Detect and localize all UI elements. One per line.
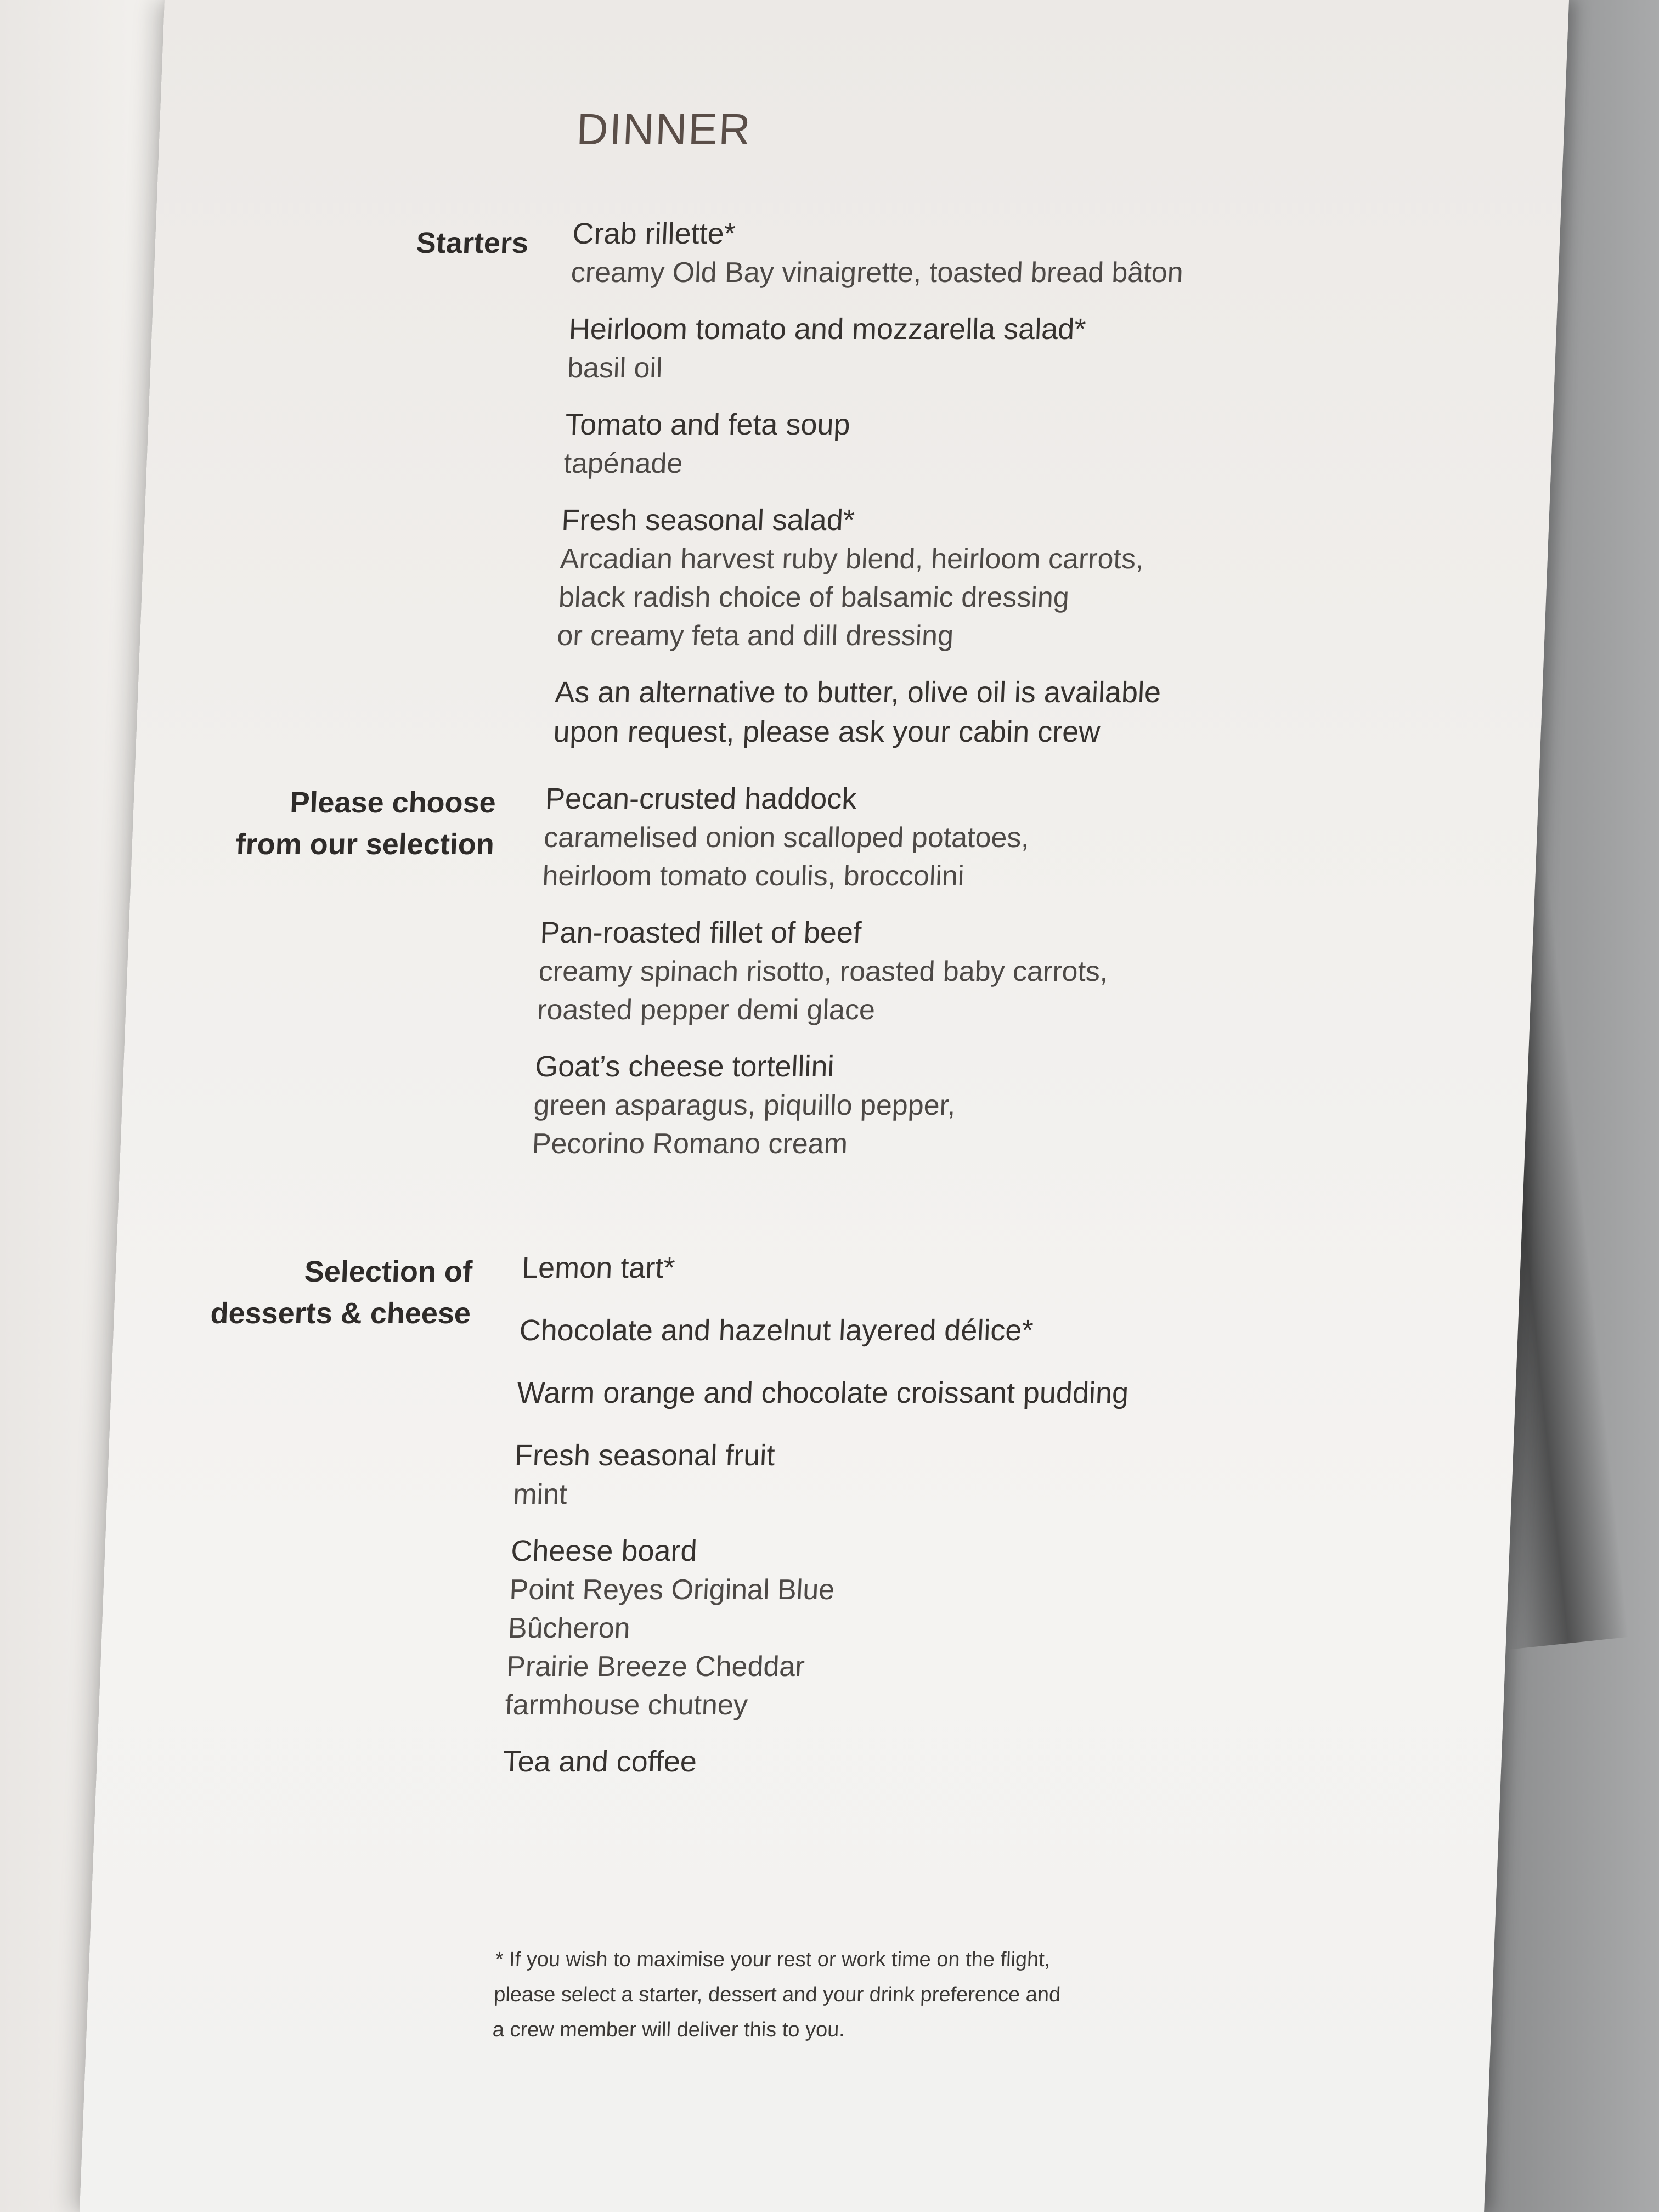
menu-item: Heirloom tomato and mozzarella salad* basil oil <box>567 313 1087 384</box>
menu-item: Tomato and feta soup tapénade <box>563 408 851 479</box>
menu-title: DINNER <box>575 105 753 154</box>
starters-list <box>552 214 1374 769</box>
menu-note: As an alternative to butter, olive oil is available upon request, please ask your cabin crew <box>552 676 1162 748</box>
menu-item: Chocolate and hazelnut layered délice* <box>518 1314 1034 1347</box>
menu-card <box>80 0 1569 2212</box>
section-label-desserts: Selection of desserts & cheese <box>210 1255 473 1330</box>
mains-list <box>531 779 1347 1181</box>
section-label-mains: Please choose from our selection <box>235 786 496 861</box>
menu-item: Pan-roasted fillet of beef creamy spinach risotto, roasted baby carrots, roasted pepper demi glace <box>537 916 1109 1026</box>
menu-item: Fresh seasonal fruit mint <box>512 1439 776 1510</box>
menu-item: Pecan-crusted haddock caramelised onion scalloped potatoes, heirloom tomato coulis, broccolini <box>541 782 1030 892</box>
menu-item: Cheese board Point Reyes Original Blue Bûcheron Prairie Breeze Cheddar farmhouse chutney <box>504 1534 836 1721</box>
menu-item: Crab rillette* creamy Old Bay vinaigrette, toasted bread bâton <box>570 217 1184 289</box>
desserts-list <box>501 1248 1324 1799</box>
menu-item: Fresh seasonal salad* Arcadian harvest ruby blend, heirloom carrots, black radish choice of balsamic dressing or creamy feta and dill dressing <box>556 504 1144 652</box>
section-label-starters: Starters <box>415 227 529 259</box>
menu-item: Goat’s cheese tortellini green asparagus, piquillo pepper, Pecorino Romano cream <box>531 1050 956 1160</box>
footnote: * If you wish to maximise your rest or work time on the flight, please select a starter, dessert and your drink preference and a crew member will deliver this to you. <box>492 1948 1062 2041</box>
menu-item: Warm orange and chocolate croissant pudding <box>516 1376 1130 1409</box>
menu-item: Tea and coffee <box>502 1745 698 1778</box>
menu-item: Lemon tart* <box>521 1251 676 1284</box>
